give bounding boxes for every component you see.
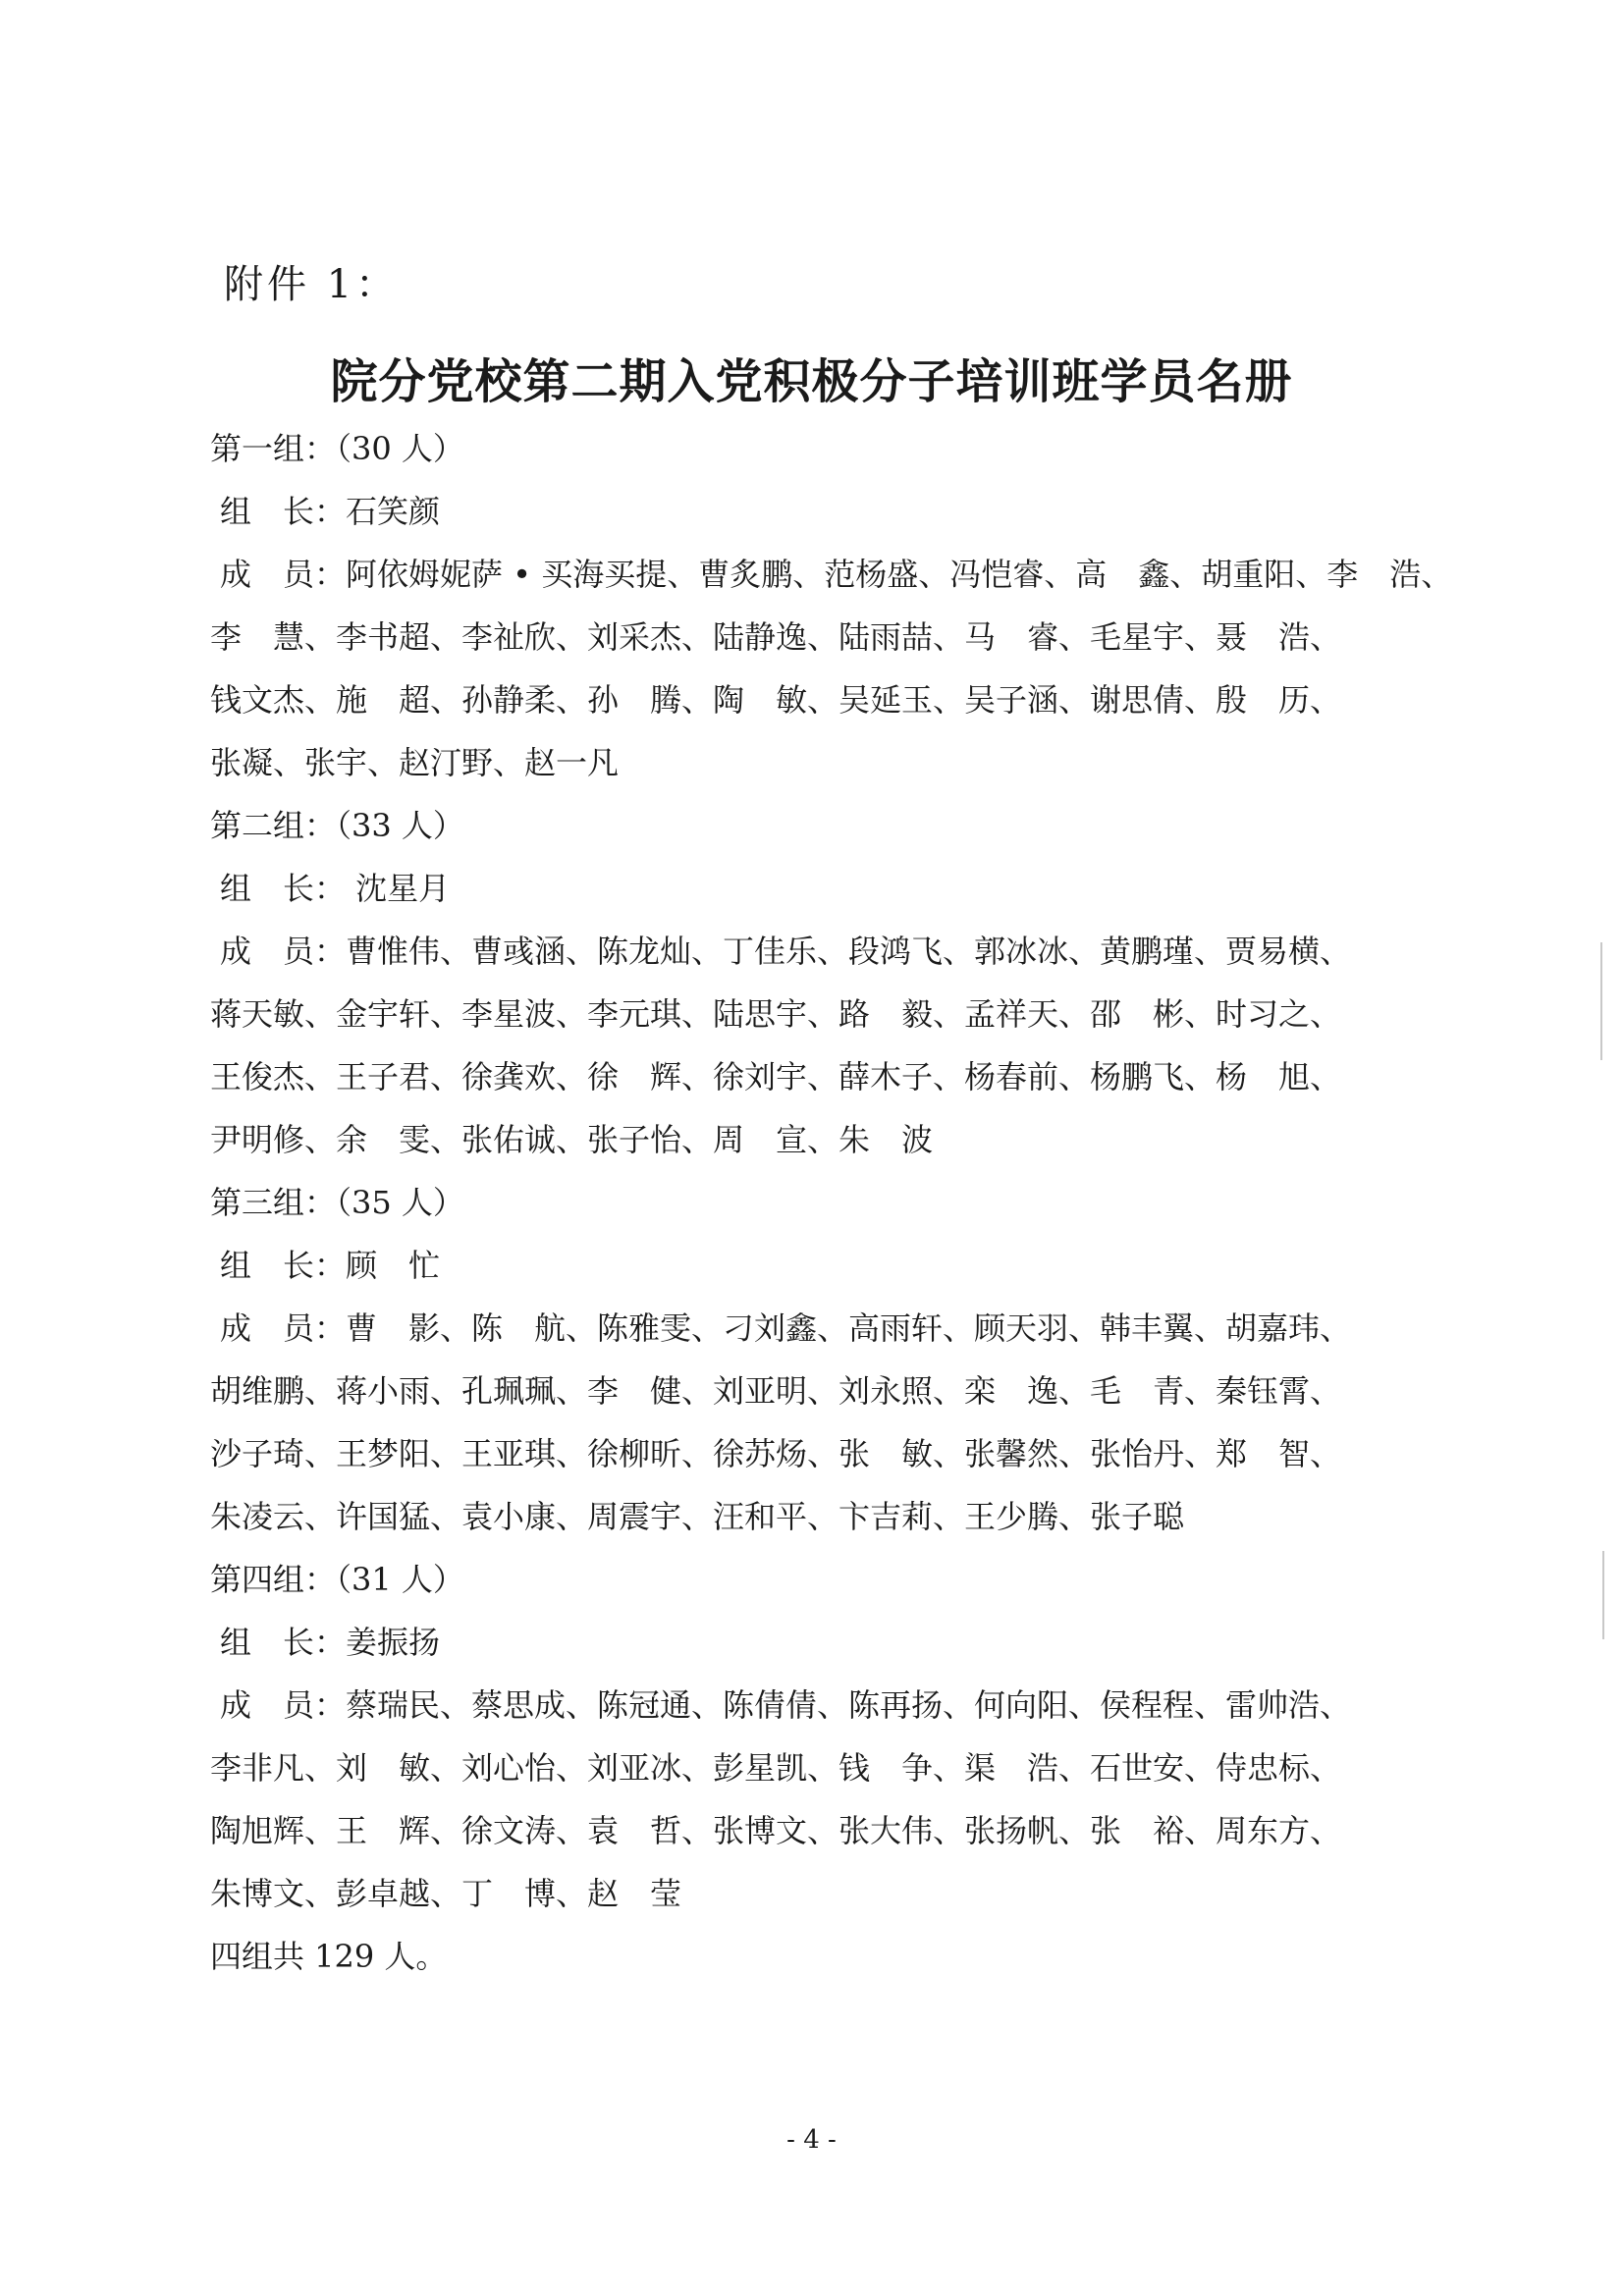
scan-artifact bbox=[1602, 1551, 1604, 1639]
member-line: 李 慧、李书超、李祉欣、刘采杰、陆静逸、陆雨喆、马 睿、毛星宇、聂 浩、 bbox=[210, 618, 1342, 656]
scan-artifact bbox=[1600, 942, 1602, 1060]
attachment-label: 附件 1： bbox=[224, 262, 400, 307]
group-leader: 组 长：姜振扬 bbox=[220, 1624, 441, 1661]
group-heading: 第四组：（31 人） bbox=[210, 1561, 464, 1598]
member-line: 尹明修、余 雯、张佑诚、张子怡、周 宣、朱 波 bbox=[210, 1121, 934, 1158]
member-line: 李非凡、刘 敏、刘心怡、刘亚冰、彭星凯、钱 争、渠 浩、石世安、侍忠标、 bbox=[210, 1749, 1342, 1787]
group-heading: 第三组：（35 人） bbox=[210, 1184, 464, 1221]
member-line: 蒋天敏、金宇轩、李星波、李元琪、陆思宇、路 毅、孟祥天、邵 彬、时习之、 bbox=[210, 995, 1342, 1033]
member-line: 朱凌云、许国猛、袁小康、周震宇、汪和平、卞吉莉、王少腾、张子聪 bbox=[210, 1498, 1185, 1535]
member-line: 王俊杰、王子君、徐龚欢、徐 辉、徐刘宇、薛木子、杨春前、杨鹏飞、杨 旭、 bbox=[210, 1058, 1342, 1095]
member-line: 成 员：阿依姆妮萨 • 买海买提、曹炙鹏、范杨盛、冯恺睿、高 鑫、胡重阳、李 浩、 bbox=[220, 556, 1453, 593]
group-heading: 第一组：（30 人） bbox=[210, 430, 464, 467]
roster-content bbox=[210, 417, 1453, 1988]
member-line: 朱博文、彭卓越、丁 博、赵 莹 bbox=[210, 1875, 682, 1912]
member-line: 张凝、张宇、赵汀野、赵一凡 bbox=[210, 744, 620, 781]
group-heading: 第二组：（33 人） bbox=[210, 807, 464, 844]
member-line: 成 员：曹 影、陈 航、陈雅雯、刁刘鑫、高雨轩、顾天羽、韩丰翼、胡嘉玮、 bbox=[220, 1309, 1352, 1347]
page-number: - 4 - bbox=[786, 2125, 837, 2155]
member-line: 沙子琦、王梦阳、王亚琪、徐柳昕、徐苏炀、张 敏、张馨然、张怡丹、郑 智、 bbox=[210, 1435, 1342, 1472]
member-line: 成 员：曹惟伟、曹彧涵、陈龙灿、丁佳乐、段鸿飞、郭冰冰、黄鹏瑾、贾易横、 bbox=[220, 933, 1352, 970]
document-title: 院分党校第二期入党积极分子培训班学员名册 bbox=[330, 354, 1293, 409]
member-line: 钱文杰、施 超、孙静柔、孙 腾、陶 敏、吴延玉、吴子涵、谢思倩、殷 历、 bbox=[210, 681, 1342, 719]
group-leader: 组 长：石笑颜 bbox=[220, 493, 441, 530]
member-line: 胡维鹏、蒋小雨、孔珮珮、李 健、刘亚明、刘永照、栾 逸、毛 青、秦钰霄、 bbox=[210, 1372, 1342, 1410]
member-line: 成 员：蔡瑞民、蔡思成、陈冠通、陈倩倩、陈再扬、何向阳、侯程程、雷帅浩、 bbox=[220, 1686, 1352, 1724]
member-line: 陶旭辉、王 辉、徐文涛、袁 哲、张博文、张大伟、张扬帆、张 裕、周东方、 bbox=[210, 1812, 1342, 1849]
group-leader: 组 长：顾 忙 bbox=[220, 1247, 441, 1284]
group-leader: 组 长： 沈星月 bbox=[220, 870, 451, 907]
total-summary: 四组共 129 人。 bbox=[210, 1938, 448, 1975]
